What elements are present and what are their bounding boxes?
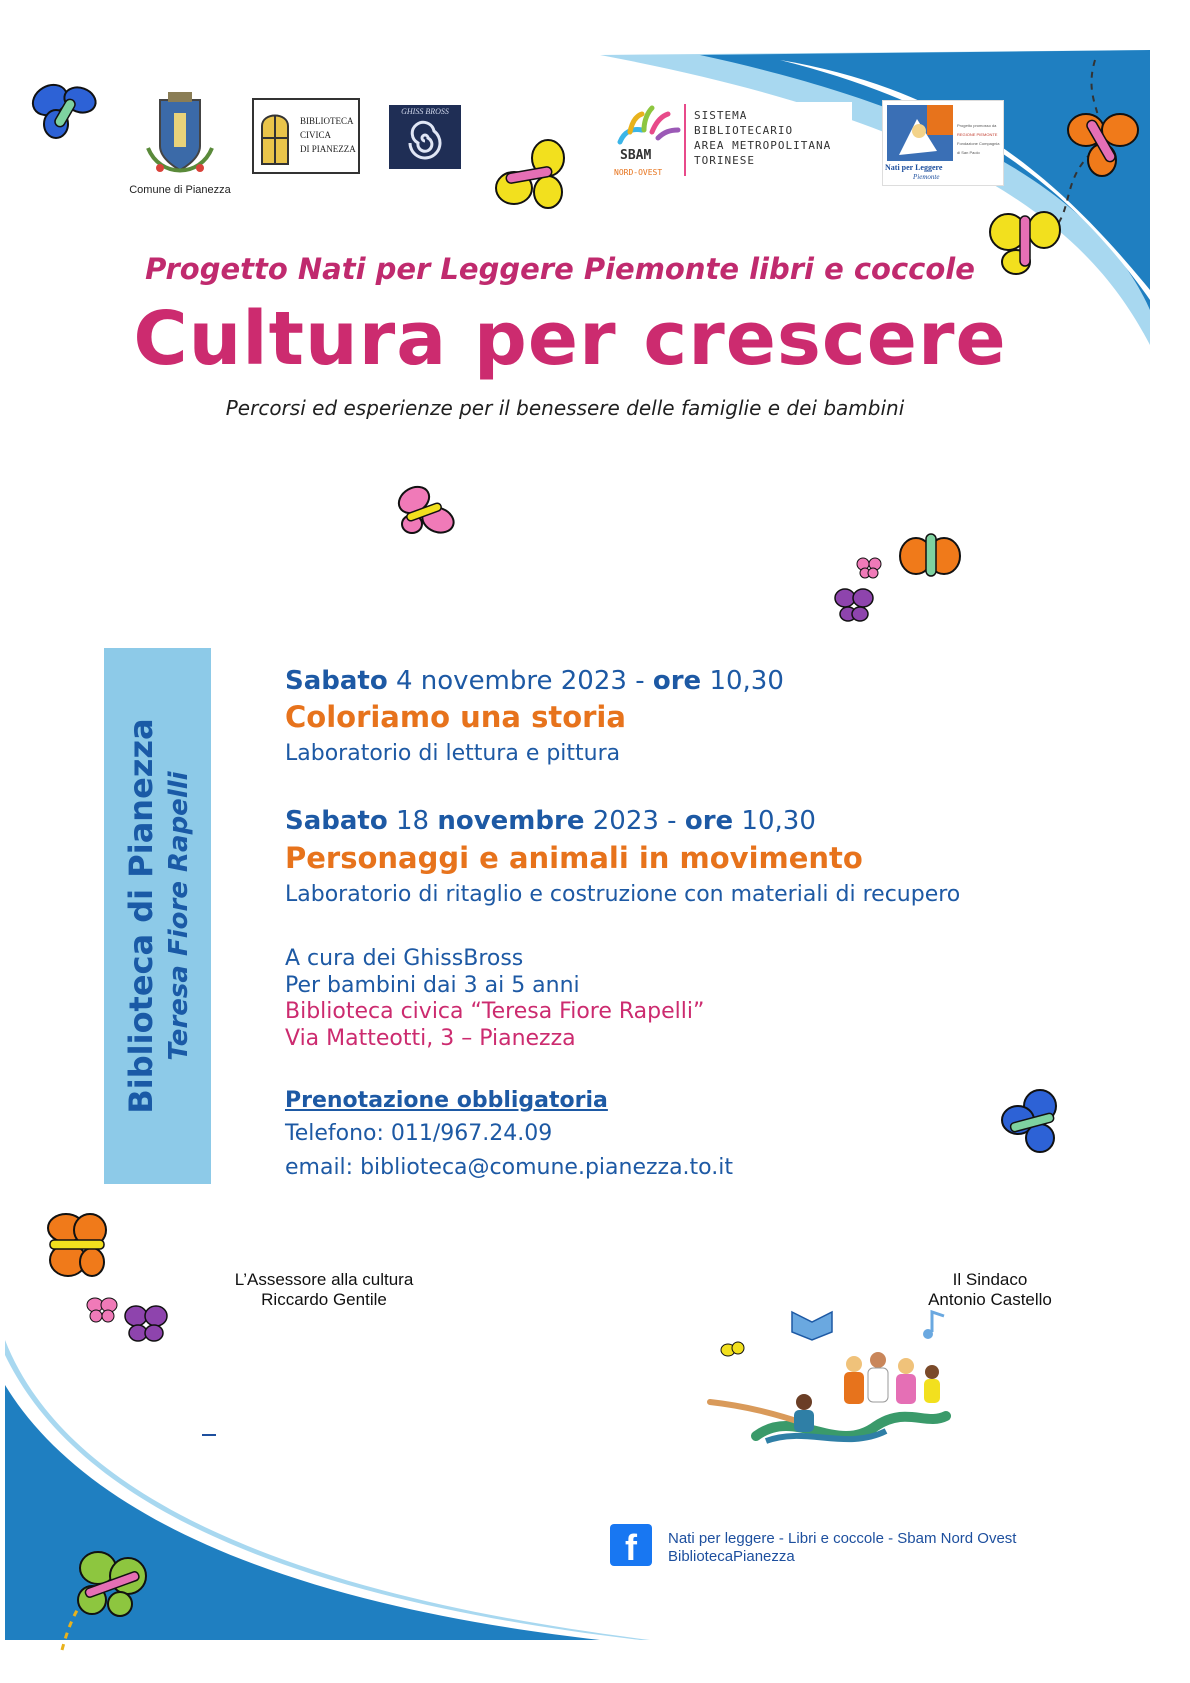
butterfly-pink-icon bbox=[396, 484, 456, 540]
facebook-icon[interactable]: f bbox=[610, 1524, 652, 1566]
butterfly-orange-icon-3 bbox=[46, 1210, 108, 1280]
npl-side-line-2: REGIONE PIEMONTE bbox=[957, 132, 998, 137]
event-2-time: 10,30 bbox=[741, 806, 816, 836]
butterfly-blue-icon-2 bbox=[1000, 1088, 1062, 1154]
sistema-line-4: TORINESE bbox=[694, 154, 755, 167]
sbam-rays-icon bbox=[612, 102, 682, 152]
event-2-ore: ore bbox=[684, 806, 734, 836]
reading-people-illustration bbox=[706, 1306, 966, 1456]
facebook-page-1[interactable]: Nati per leggere - Libri e coccole - Sbam Nord Ovest bbox=[668, 1530, 1017, 1547]
sistema-line-2: BIBLIOTECARIO bbox=[694, 124, 794, 137]
event-1-title: Coloriamo una storia bbox=[285, 700, 626, 734]
info-address: Via Matteotti, 3 – Pianezza bbox=[285, 1026, 576, 1051]
biblioteca-line-1: BIBLIOTECA bbox=[300, 116, 354, 126]
event-2-sep: - bbox=[667, 806, 677, 836]
event-2-date bbox=[285, 806, 816, 836]
sbam-word: SBAM bbox=[620, 148, 652, 163]
facebook-page-2[interactable]: BibliotecaPianezza bbox=[668, 1548, 795, 1565]
spiral-icon bbox=[403, 117, 447, 163]
sidebar-subtitle: Teresa Fiore Rapelli bbox=[163, 771, 194, 1061]
left-signature bbox=[214, 1270, 434, 1310]
butterfly-yellow-icon-1 bbox=[494, 138, 570, 214]
butterfly-small-pink-icon-2 bbox=[86, 1296, 118, 1324]
sidebar-title: Biblioteca di Pianezza bbox=[121, 718, 160, 1114]
npl-sub: Piemonte bbox=[913, 173, 940, 181]
info-curated: A cura dei GhissBross bbox=[285, 946, 524, 971]
npl-illustration-icon bbox=[887, 105, 953, 161]
npl-label: Nati per Leggere bbox=[885, 163, 943, 172]
subtitle: Percorsi ed esperienze per il benessere delle famiglie e dei bambini bbox=[225, 396, 905, 420]
info-library: Biblioteca civica “Teresa Fiore Rapelli” bbox=[285, 999, 705, 1024]
butterfly-small-pink-icon bbox=[856, 556, 882, 580]
sbam-divider bbox=[684, 104, 686, 176]
event-2-date-num: 18 bbox=[395, 806, 430, 836]
right-signature bbox=[880, 1270, 1100, 1310]
comune-crest-icon bbox=[130, 88, 230, 180]
sbam-sub: NORD-OVEST bbox=[614, 168, 663, 177]
event-2-day: Sabato bbox=[285, 806, 388, 836]
event-1-time: 10,30 bbox=[709, 666, 784, 696]
event-2-title: Personaggi e animali in movimento bbox=[285, 841, 863, 875]
ghissbross-logo bbox=[389, 105, 461, 169]
sistema-line-3: AREA METROPOLITANA bbox=[694, 139, 832, 152]
event-1-day: Sabato bbox=[285, 666, 388, 696]
event-1-ore: ore bbox=[652, 666, 702, 696]
right-role: Il Sindaco bbox=[952, 1270, 1028, 1289]
right-name: Antonio Castello bbox=[928, 1290, 1052, 1309]
left-name: Riccardo Gentile bbox=[261, 1290, 387, 1309]
window-icon bbox=[258, 104, 292, 166]
butterfly-orange-icon-2 bbox=[898, 526, 964, 582]
library-sidebar bbox=[104, 648, 211, 1184]
npl-side-line-3: Fondazione Compagnia di San Paolo bbox=[957, 141, 1000, 155]
biblioteca-line-2: CIVICA bbox=[300, 130, 331, 140]
ghiss-label: GHISS BROSS bbox=[401, 107, 449, 116]
event-2-month: novembre bbox=[437, 806, 585, 836]
butterfly-purple-icon-1 bbox=[834, 586, 874, 624]
left-role: L’Assessore alla cultura bbox=[234, 1270, 414, 1289]
npl-logo bbox=[882, 100, 1004, 186]
npl-side-line-1: Progetto promosso da bbox=[957, 123, 997, 128]
butterfly-purple-icon-2 bbox=[124, 1302, 168, 1344]
email-link[interactable]: email: biblioteca@comune.pianezza.to.it bbox=[285, 1155, 733, 1180]
page-title: Cultura per crescere bbox=[133, 296, 1007, 382]
butterfly-orange-icon-1 bbox=[1066, 106, 1142, 182]
butterfly-blue-icon bbox=[28, 78, 104, 144]
butterfly-green-icon bbox=[70, 1546, 152, 1620]
phone-link[interactable]: Telefono: 011/967.24.09 bbox=[285, 1121, 553, 1146]
small-dash bbox=[202, 1434, 216, 1436]
comune-label: Comune di Pianezza bbox=[129, 184, 231, 196]
biblioteca-logo bbox=[252, 98, 360, 174]
event-1-sep: - bbox=[635, 666, 645, 696]
event-2-year: 2023 bbox=[592, 806, 659, 836]
sistema-line-1: SISTEMA bbox=[694, 109, 748, 122]
comune-logo bbox=[130, 88, 230, 198]
biblioteca-line-3: DI PIANEZZA bbox=[300, 144, 356, 154]
pretitle: Progetto Nati per Leggere Piemonte libri e coccole bbox=[145, 252, 975, 286]
booking-required: Prenotazione obbligatoria bbox=[285, 1088, 608, 1113]
event-1-desc: Laboratorio di lettura e pittura bbox=[285, 741, 621, 766]
sbam-logo bbox=[612, 102, 852, 182]
event-1-date bbox=[285, 666, 784, 696]
info-age: Per bambini dai 3 ai 5 anni bbox=[285, 973, 580, 998]
event-2-desc: Laboratorio di ritaglio e costruzione con materiali di recupero bbox=[285, 882, 961, 907]
event-1-date-text: 4 novembre 2023 bbox=[395, 666, 627, 696]
